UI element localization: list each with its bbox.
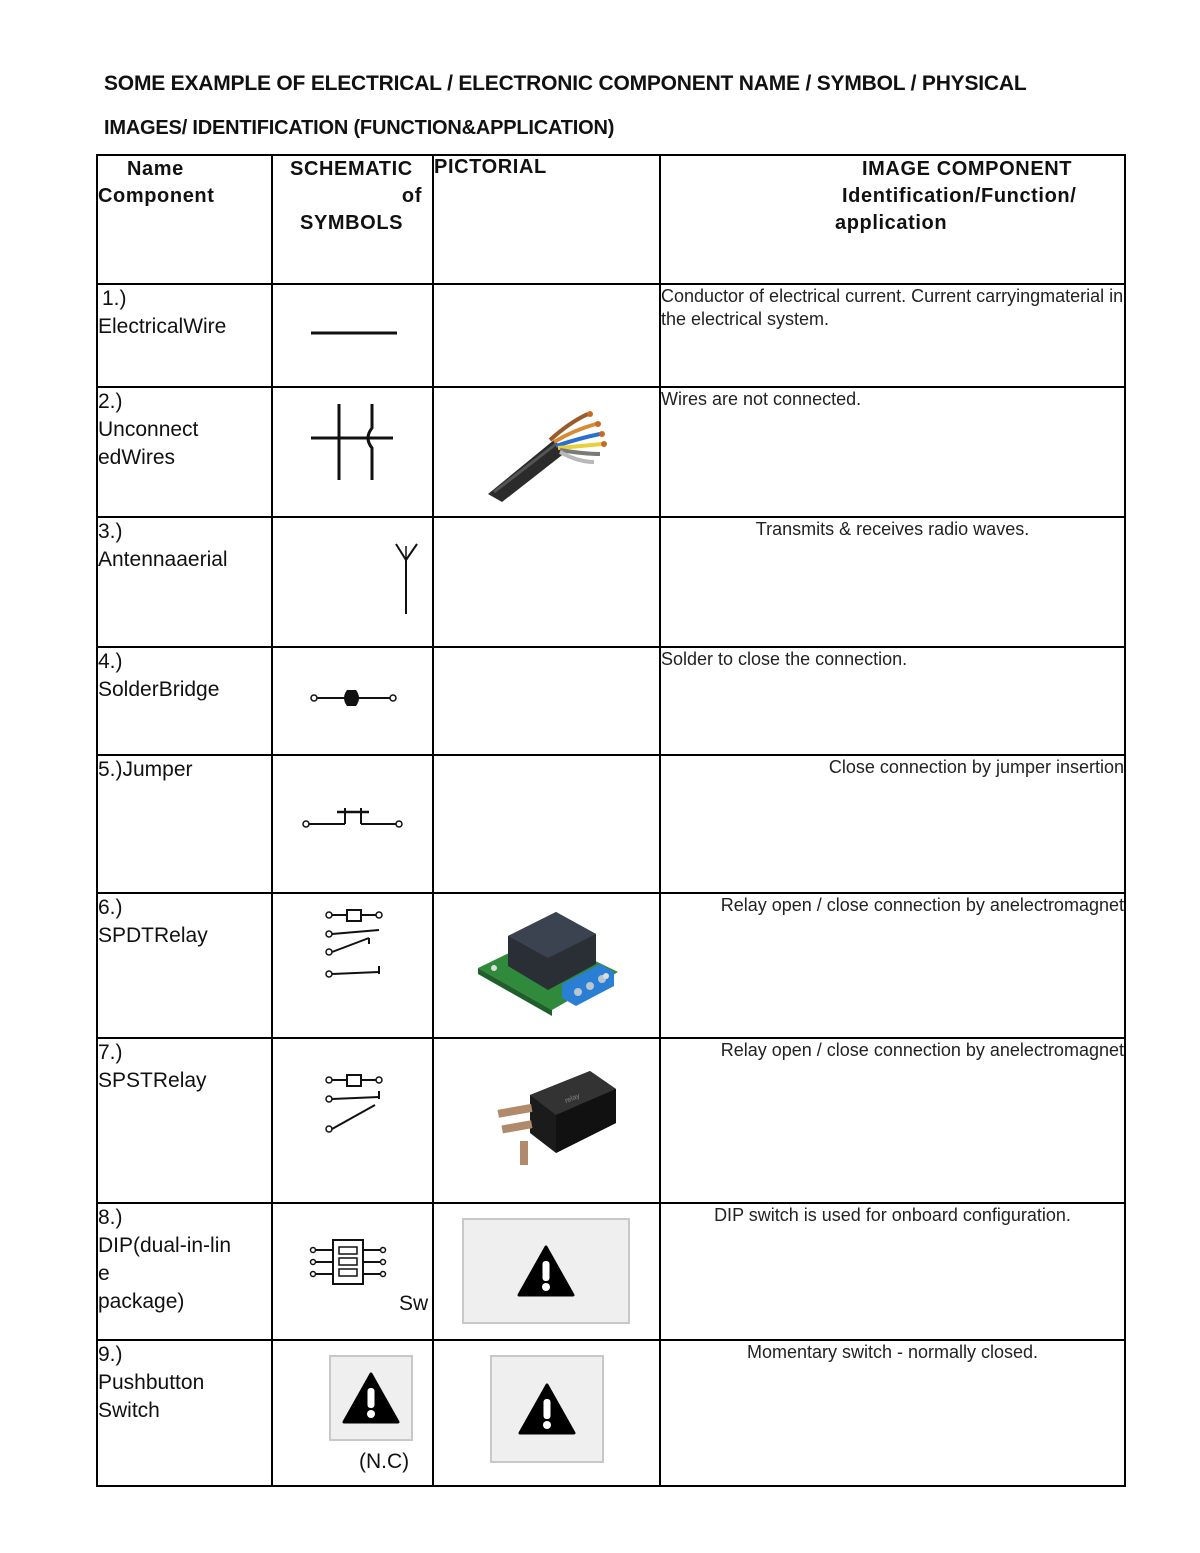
header-image-line: Identification/Function/ [842, 185, 1077, 207]
table-row [97, 517, 1125, 647]
component-description: Transmits & receives radio waves. [660, 517, 1125, 647]
component-name [97, 1203, 272, 1340]
name-line: package) [98, 1290, 185, 1313]
pictorial-cell [433, 1038, 660, 1203]
broken-image-placeholder [462, 1218, 630, 1324]
component-description: Close connection by jumper insertion [660, 755, 1125, 893]
component-description: DIP switch is used for onboard configuration. [660, 1203, 1125, 1340]
table-header-row [97, 155, 1125, 284]
pictorial-cell [433, 1203, 660, 1340]
component-name [97, 755, 272, 893]
name-line: 7.) [98, 1041, 123, 1064]
name-line: 3.) [98, 520, 123, 543]
schematic-cell [272, 1340, 433, 1486]
symbol-caption: (N.C) [359, 1450, 410, 1473]
page-subtitle: IMAGES/ IDENTIFICATION (FUNCTION&APPLICATION) [104, 117, 615, 139]
header-name-line: Name [127, 158, 184, 180]
component-name [97, 517, 272, 647]
schematic-cell [272, 284, 433, 387]
table-row [97, 647, 1125, 755]
warning-icon [518, 1383, 576, 1435]
name-line: Switch [98, 1399, 160, 1422]
name-line: SPDTRelay [98, 924, 208, 947]
warning-icon [517, 1245, 575, 1297]
pictorial-cell [433, 387, 660, 517]
pictorial-cell [433, 755, 660, 893]
component-name [97, 387, 272, 517]
name-line: DIP(dual-in-lin [98, 1234, 232, 1257]
name-line: ElectricalWire [98, 315, 227, 338]
name-line: 9.) [98, 1343, 123, 1366]
jumper-symbol [301, 800, 405, 830]
component-description: Momentary switch - normally closed. [660, 1340, 1125, 1486]
broken-image-placeholder [490, 1355, 604, 1463]
header-name-component [97, 155, 272, 284]
name-line: 6.) [98, 896, 123, 919]
schematic-cell [272, 1203, 433, 1340]
header-image-line: application [835, 212, 948, 234]
name-line: 1.) [102, 287, 127, 310]
component-name [97, 893, 272, 1038]
solder-bridge-symbol [309, 686, 399, 710]
component-description: Conductor of electrical current. Current carryingmaterial in the electrical system. [660, 284, 1125, 387]
name-line: SPSTRelay [98, 1069, 207, 1092]
schematic-cell [272, 893, 433, 1038]
component-name [97, 284, 272, 387]
table-row [97, 893, 1125, 1038]
pictorial-cell [433, 893, 660, 1038]
header-schematic-line: SCHEMATIC [290, 158, 413, 180]
schematic-cell [272, 1038, 433, 1203]
table-row [97, 284, 1125, 387]
table-row [97, 1340, 1125, 1486]
component-description: Relay open / close connection by anelectromagnet [660, 1038, 1125, 1203]
page-title: SOME EXAMPLE OF ELECTRICAL / ELECTRONIC COMPONENT NAME / SYMBOL / PHYSICAL [104, 72, 1027, 95]
schematic-cell [272, 755, 433, 893]
name-line: Unconnect [98, 418, 199, 441]
name-line: 2.) [98, 390, 123, 413]
table-row [97, 1038, 1125, 1203]
straight-line-symbol [309, 329, 399, 337]
component-name [97, 1340, 272, 1486]
spst-relay-symbol [323, 1073, 387, 1137]
table-row [97, 755, 1125, 893]
component-name [97, 647, 272, 755]
header-schematic-line: SYMBOLS [300, 212, 404, 234]
relay-module-photo [474, 906, 622, 1018]
table-row [97, 387, 1125, 517]
component-description: Relay open / close connection by anelectromagnet [660, 893, 1125, 1038]
name-line: 5.)Jumper [98, 758, 193, 781]
name-line: Pushbutton [98, 1371, 205, 1394]
name-line: SolderBridge [98, 678, 220, 701]
component-description: Solder to close the connection. [660, 647, 1125, 755]
broken-image-placeholder [329, 1355, 413, 1441]
symbol-caption: Sw [399, 1292, 429, 1315]
table-row [97, 1203, 1125, 1340]
pictorial-cell [433, 284, 660, 387]
schematic-cell [272, 647, 433, 755]
antenna-symbol [393, 540, 421, 616]
name-line: Antennaaerial [98, 548, 228, 571]
header-image-line: IMAGE COMPONENT [862, 158, 1073, 180]
header-pictorial: PICTORIAL [433, 155, 660, 284]
name-line: 8.) [98, 1206, 123, 1229]
pictorial-cell [433, 517, 660, 647]
header-image-component [660, 155, 1125, 284]
name-line: edWires [98, 446, 176, 469]
crossing-wires-symbol [309, 402, 395, 482]
component-table [96, 154, 1126, 1487]
component-description: Wires are not connected. [660, 387, 1125, 517]
warning-icon [342, 1372, 400, 1424]
header-schematic-line: of [401, 185, 422, 207]
name-line: 4.) [98, 650, 123, 673]
schematic-cell [272, 387, 433, 517]
pictorial-cell [433, 647, 660, 755]
component-name [97, 1038, 272, 1203]
header-schematic [272, 155, 433, 284]
schematic-cell [272, 517, 433, 647]
header-name-line: Component [98, 185, 215, 207]
dip-switch-symbol [309, 1238, 387, 1286]
spdt-relay-symbol [323, 908, 387, 984]
automotive-relay-photo [494, 1067, 618, 1167]
multi-strand-cable-photo [484, 404, 609, 502]
name-line: e [98, 1262, 110, 1285]
svg-text:relay: relay [564, 1092, 581, 1105]
pictorial-cell [433, 1340, 660, 1486]
